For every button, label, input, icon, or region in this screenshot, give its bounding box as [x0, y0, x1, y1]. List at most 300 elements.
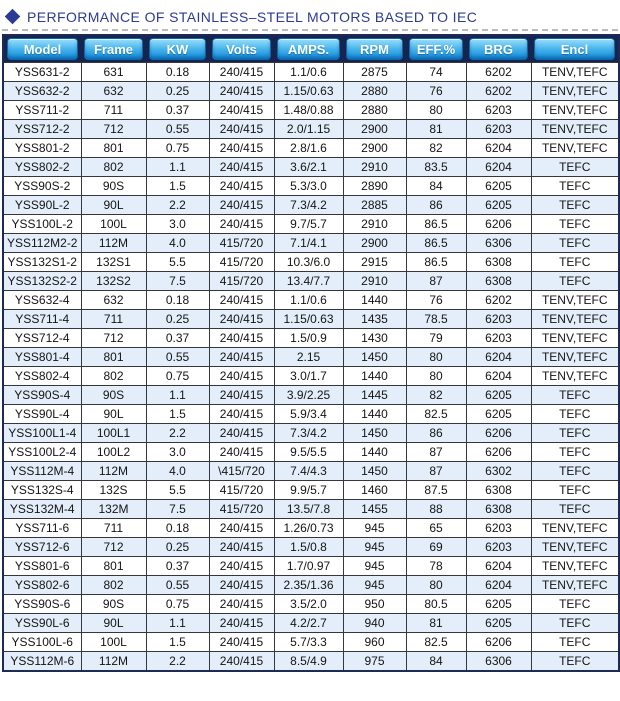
cell-amps: 1.1/0.6	[274, 63, 343, 82]
cell-kw: 0.18	[146, 519, 209, 538]
cell-brg: 6203	[466, 519, 531, 538]
cell-eff: 86.5	[406, 215, 466, 234]
cell-amps: 2.15	[274, 348, 343, 367]
cell-rpm: 1440	[343, 405, 406, 424]
cell-eff: 87	[406, 272, 466, 291]
cell-eff: 78.5	[406, 310, 466, 329]
cell-encl: TEFC	[531, 405, 619, 424]
cell-model: YSS801-4	[3, 348, 81, 367]
table-row	[3, 519, 619, 538]
cell-brg: 6203	[466, 329, 531, 348]
cell-encl: TEFC	[531, 633, 619, 652]
cell-eff: 82	[406, 386, 466, 405]
cell-rpm: 975	[343, 652, 406, 671]
cell-brg: 6204	[466, 576, 531, 595]
column-header-kw: KW	[149, 38, 206, 60]
cell-encl: TEFC	[531, 234, 619, 253]
cell-eff: 80	[406, 101, 466, 120]
table-body	[3, 63, 619, 671]
cell-eff: 86	[406, 196, 466, 215]
cell-encl: TENV,TEFC	[531, 576, 619, 595]
table-row	[3, 63, 619, 82]
cell-eff: 87	[406, 443, 466, 462]
cell-brg: 6204	[466, 139, 531, 158]
table-row	[3, 291, 619, 310]
table-row	[3, 329, 619, 348]
cell-frame: 801	[81, 557, 146, 576]
cell-kw: 1.5	[146, 405, 209, 424]
cell-frame: 132M	[81, 500, 146, 519]
cell-kw: 1.5	[146, 633, 209, 652]
cell-brg: 6205	[466, 405, 531, 424]
cell-kw: 0.55	[146, 576, 209, 595]
cell-volts: 240/415	[209, 576, 274, 595]
cell-volts: 240/415	[209, 196, 274, 215]
cell-eff: 82.5	[406, 633, 466, 652]
cell-brg: 6204	[466, 348, 531, 367]
cell-eff: 82	[406, 139, 466, 158]
cell-frame: 801	[81, 348, 146, 367]
cell-kw: 0.37	[146, 557, 209, 576]
cell-frame: 631	[81, 63, 146, 82]
cell-model: YSS112M2-2	[3, 234, 81, 253]
cell-rpm: 945	[343, 576, 406, 595]
cell-encl: TENV,TEFC	[531, 329, 619, 348]
table-row	[3, 120, 619, 139]
table-row	[3, 462, 619, 481]
column-header-frame: Frame	[84, 38, 143, 60]
cell-amps: 1.15/0.63	[274, 310, 343, 329]
cell-encl: TENV,TEFC	[531, 291, 619, 310]
cell-eff: 86.5	[406, 234, 466, 253]
table-row	[3, 633, 619, 652]
cell-volts: 240/415	[209, 101, 274, 120]
table-row	[3, 576, 619, 595]
cell-rpm: 2900	[343, 234, 406, 253]
cell-rpm: 950	[343, 595, 406, 614]
cell-model: YSS711-4	[3, 310, 81, 329]
cell-encl: TENV,TEFC	[531, 348, 619, 367]
dashed-divider	[2, 29, 618, 31]
cell-brg: 6306	[466, 234, 531, 253]
cell-amps: 5.3/3.0	[274, 177, 343, 196]
cell-kw: 0.18	[146, 63, 209, 82]
cell-frame: 801	[81, 139, 146, 158]
cell-model: YSS90S-4	[3, 386, 81, 405]
cell-rpm: 945	[343, 538, 406, 557]
cell-frame: 90S	[81, 177, 146, 196]
cell-encl: TENV,TEFC	[531, 367, 619, 386]
cell-amps: 1.5/0.8	[274, 538, 343, 557]
cell-amps: 1.1/0.6	[274, 291, 343, 310]
cell-amps: 7.3/4.2	[274, 196, 343, 215]
page-title-bar	[0, 0, 620, 26]
cell-frame: 132S	[81, 481, 146, 500]
cell-rpm: 2915	[343, 253, 406, 272]
cell-amps: 1.15/0.63	[274, 82, 343, 101]
cell-model: YSS112M-6	[3, 652, 81, 671]
cell-frame: 112M	[81, 462, 146, 481]
cell-volts: 415/720	[209, 500, 274, 519]
cell-brg: 6308	[466, 272, 531, 291]
cell-kw: 5.5	[146, 481, 209, 500]
cell-frame: 711	[81, 310, 146, 329]
cell-volts: 240/415	[209, 63, 274, 82]
cell-eff: 80	[406, 576, 466, 595]
cell-amps: 2.8/1.6	[274, 139, 343, 158]
cell-encl: TEFC	[531, 158, 619, 177]
cell-kw: 0.25	[146, 538, 209, 557]
cell-encl: TENV,TEFC	[531, 139, 619, 158]
cell-kw: 3.0	[146, 443, 209, 462]
cell-volts: 240/415	[209, 139, 274, 158]
table-row	[3, 386, 619, 405]
cell-model: YSS100L-2	[3, 215, 81, 234]
cell-eff: 81	[406, 120, 466, 139]
cell-frame: 712	[81, 329, 146, 348]
cell-amps: 5.7/3.3	[274, 633, 343, 652]
cell-kw: 0.25	[146, 82, 209, 101]
table-row	[3, 177, 619, 196]
cell-encl: TENV,TEFC	[531, 310, 619, 329]
cell-model: YSS90S-2	[3, 177, 81, 196]
cell-kw: 7.5	[146, 272, 209, 291]
cell-encl: TENV,TEFC	[531, 82, 619, 101]
cell-amps: 13.4/7.7	[274, 272, 343, 291]
table-row	[3, 538, 619, 557]
column-header-rpm: RPM	[346, 38, 403, 60]
cell-rpm: 945	[343, 519, 406, 538]
cell-rpm: 940	[343, 614, 406, 633]
cell-volts: 240/415	[209, 177, 274, 196]
column-header-encl: Encl	[534, 38, 615, 60]
cell-volts: 415/720	[209, 481, 274, 500]
cell-kw: 2.2	[146, 652, 209, 671]
cell-eff: 86.5	[406, 253, 466, 272]
cell-frame: 712	[81, 538, 146, 557]
cell-kw: 1.1	[146, 386, 209, 405]
table-row	[3, 500, 619, 519]
cell-volts: 415/720	[209, 234, 274, 253]
cell-rpm: 2885	[343, 196, 406, 215]
cell-brg: 6202	[466, 63, 531, 82]
cell-volts: 240/415	[209, 443, 274, 462]
cell-kw: 4.0	[146, 462, 209, 481]
cell-volts: 240/415	[209, 557, 274, 576]
cell-frame: 112M	[81, 234, 146, 253]
table-row	[3, 424, 619, 443]
cell-brg: 6203	[466, 310, 531, 329]
cell-brg: 6202	[466, 291, 531, 310]
cell-volts: 240/415	[209, 405, 274, 424]
cell-frame: 711	[81, 101, 146, 120]
cell-eff: 87	[406, 462, 466, 481]
table-row	[3, 272, 619, 291]
page-title: PERFORMANCE OF STAINLESS–STEEL MOTORS BASED TO IEC	[27, 8, 478, 25]
cell-brg: 6204	[466, 367, 531, 386]
cell-brg: 6206	[466, 215, 531, 234]
cell-rpm: 1435	[343, 310, 406, 329]
cell-rpm: 2875	[343, 63, 406, 82]
cell-encl: TEFC	[531, 652, 619, 671]
cell-model: YSS90L-6	[3, 614, 81, 633]
cell-eff: 84	[406, 652, 466, 671]
cell-brg: 6205	[466, 614, 531, 633]
cell-brg: 6205	[466, 177, 531, 196]
cell-model: YSS712-4	[3, 329, 81, 348]
cell-encl: TEFC	[531, 386, 619, 405]
column-header-eff: EFF.%	[409, 38, 463, 60]
cell-rpm: 2900	[343, 139, 406, 158]
cell-eff: 84	[406, 177, 466, 196]
cell-rpm: 2880	[343, 101, 406, 120]
cell-rpm: 1440	[343, 443, 406, 462]
cell-kw: 2.2	[146, 196, 209, 215]
cell-amps: 10.3/6.0	[274, 253, 343, 272]
cell-rpm: 1450	[343, 424, 406, 443]
cell-encl: TEFC	[531, 595, 619, 614]
cell-frame: 132S2	[81, 272, 146, 291]
cell-kw: 0.18	[146, 291, 209, 310]
cell-brg: 6204	[466, 557, 531, 576]
cell-encl: TENV,TEFC	[531, 101, 619, 120]
cell-eff: 76	[406, 291, 466, 310]
cell-amps: 7.4/4.3	[274, 462, 343, 481]
table-row	[3, 101, 619, 120]
cell-kw: 1.5	[146, 177, 209, 196]
cell-kw: 5.5	[146, 253, 209, 272]
cell-eff: 79	[406, 329, 466, 348]
cell-frame: 632	[81, 291, 146, 310]
cell-model: YSS100L2-4	[3, 443, 81, 462]
cell-eff: 87.5	[406, 481, 466, 500]
cell-rpm: 1445	[343, 386, 406, 405]
cell-encl: TEFC	[531, 424, 619, 443]
cell-amps: 2.0/1.15	[274, 120, 343, 139]
cell-brg: 6203	[466, 538, 531, 557]
cell-rpm: 960	[343, 633, 406, 652]
cell-encl: TEFC	[531, 462, 619, 481]
cell-model: YSS801-2	[3, 139, 81, 158]
cell-volts: 240/415	[209, 595, 274, 614]
cell-amps: 8.5/4.9	[274, 652, 343, 671]
cell-eff: 81	[406, 614, 466, 633]
cell-volts: 240/415	[209, 310, 274, 329]
cell-model: YSS631-2	[3, 63, 81, 82]
cell-encl: TEFC	[531, 500, 619, 519]
cell-rpm: 2900	[343, 120, 406, 139]
cell-eff: 80.5	[406, 595, 466, 614]
table-row	[3, 652, 619, 671]
cell-amps: 9.5/5.5	[274, 443, 343, 462]
cell-model: YSS132S1-2	[3, 253, 81, 272]
cell-volts: 240/415	[209, 329, 274, 348]
cell-frame: 112M	[81, 652, 146, 671]
cell-encl: TENV,TEFC	[531, 557, 619, 576]
cell-brg: 6204	[466, 158, 531, 177]
cell-brg: 6206	[466, 424, 531, 443]
cell-model: YSS802-2	[3, 158, 81, 177]
cell-model: YSS132S2-2	[3, 272, 81, 291]
cell-frame: 100L	[81, 215, 146, 234]
cell-frame: 90S	[81, 386, 146, 405]
cell-kw: 0.75	[146, 595, 209, 614]
cell-model: YSS801-6	[3, 557, 81, 576]
cell-encl: TEFC	[531, 177, 619, 196]
motors-spec-table	[2, 34, 620, 672]
cell-eff: 69	[406, 538, 466, 557]
cell-encl: TEFC	[531, 196, 619, 215]
cell-amps: 1.7/0.97	[274, 557, 343, 576]
cell-amps: 1.26/0.73	[274, 519, 343, 538]
cell-volts: 240/415	[209, 519, 274, 538]
cell-encl: TEFC	[531, 272, 619, 291]
cell-eff: 86	[406, 424, 466, 443]
cell-model: YSS802-6	[3, 576, 81, 595]
column-header-amps: AMPS.	[277, 38, 340, 60]
cell-amps: 13.5/7.8	[274, 500, 343, 519]
cell-rpm: 2910	[343, 272, 406, 291]
cell-volts: 240/415	[209, 386, 274, 405]
table-row	[3, 557, 619, 576]
table-row	[3, 367, 619, 386]
table-row	[3, 215, 619, 234]
cell-kw: 0.25	[146, 310, 209, 329]
cell-brg: 6206	[466, 443, 531, 462]
cell-eff: 83.5	[406, 158, 466, 177]
cell-kw: 0.75	[146, 367, 209, 386]
cell-frame: 802	[81, 367, 146, 386]
cell-volts: 240/415	[209, 614, 274, 633]
cell-rpm: 1450	[343, 348, 406, 367]
cell-volts: 240/415	[209, 120, 274, 139]
cell-amps: 3.6/2.1	[274, 158, 343, 177]
cell-kw: 2.2	[146, 424, 209, 443]
cell-model: YSS711-2	[3, 101, 81, 120]
cell-brg: 6308	[466, 481, 531, 500]
cell-eff: 80	[406, 348, 466, 367]
table-row	[3, 253, 619, 272]
cell-volts: 240/415	[209, 82, 274, 101]
table-row	[3, 158, 619, 177]
table-row	[3, 614, 619, 633]
cell-eff: 78	[406, 557, 466, 576]
cell-encl: TENV,TEFC	[531, 120, 619, 139]
cell-kw: 0.75	[146, 139, 209, 158]
cell-frame: 802	[81, 158, 146, 177]
cell-encl: TENV,TEFC	[531, 538, 619, 557]
table-row	[3, 196, 619, 215]
cell-encl: TEFC	[531, 253, 619, 272]
cell-amps: 4.2/2.7	[274, 614, 343, 633]
cell-encl: TEFC	[531, 614, 619, 633]
cell-amps: 7.1/4.1	[274, 234, 343, 253]
cell-kw: 4.0	[146, 234, 209, 253]
table-row	[3, 595, 619, 614]
cell-brg: 6206	[466, 633, 531, 652]
table-row	[3, 234, 619, 253]
cell-kw: 0.37	[146, 101, 209, 120]
cell-volts: 240/415	[209, 367, 274, 386]
cell-brg: 6203	[466, 101, 531, 120]
cell-brg: 6205	[466, 386, 531, 405]
cell-amps: 3.5/2.0	[274, 595, 343, 614]
cell-brg: 6308	[466, 253, 531, 272]
cell-kw: 0.55	[146, 348, 209, 367]
column-header-brg: BRG	[469, 38, 528, 60]
cell-rpm: 2910	[343, 158, 406, 177]
cell-model: YSS112M-4	[3, 462, 81, 481]
cell-model: YSS100L-6	[3, 633, 81, 652]
cell-eff: 80	[406, 367, 466, 386]
header-row	[3, 35, 619, 63]
cell-frame: 712	[81, 120, 146, 139]
table-row	[3, 310, 619, 329]
cell-brg: 6302	[466, 462, 531, 481]
cell-rpm: 2890	[343, 177, 406, 196]
cell-encl: TEFC	[531, 481, 619, 500]
cell-model: YSS711-6	[3, 519, 81, 538]
column-header-model: Model	[7, 38, 78, 60]
cell-frame: 132S1	[81, 253, 146, 272]
cell-volts: 240/415	[209, 538, 274, 557]
cell-model: YSS100L1-4	[3, 424, 81, 443]
cell-rpm: 945	[343, 557, 406, 576]
table-row	[3, 139, 619, 158]
cell-model: YSS632-2	[3, 82, 81, 101]
cell-amps: 9.7/5.7	[274, 215, 343, 234]
cell-volts: 240/415	[209, 158, 274, 177]
cell-rpm: 1450	[343, 462, 406, 481]
cell-encl: TEFC	[531, 443, 619, 462]
cell-kw: 1.1	[146, 158, 209, 177]
cell-model: YSS712-6	[3, 538, 81, 557]
cell-brg: 6202	[466, 82, 531, 101]
cell-volts: 415/720	[209, 272, 274, 291]
cell-eff: 82.5	[406, 405, 466, 424]
table-row	[3, 82, 619, 101]
diamond-icon	[5, 9, 21, 25]
cell-volts: 240/415	[209, 215, 274, 234]
cell-kw: 1.1	[146, 614, 209, 633]
cell-encl: TEFC	[531, 215, 619, 234]
cell-amps: 3.0/1.7	[274, 367, 343, 386]
cell-model: YSS90L-2	[3, 196, 81, 215]
cell-kw: 7.5	[146, 500, 209, 519]
cell-rpm: 1460	[343, 481, 406, 500]
cell-encl: TENV,TEFC	[531, 63, 619, 82]
cell-amps: 7.3/4.2	[274, 424, 343, 443]
cell-kw: 3.0	[146, 215, 209, 234]
cell-amps: 1.48/0.88	[274, 101, 343, 120]
cell-rpm: 1430	[343, 329, 406, 348]
cell-eff: 76	[406, 82, 466, 101]
cell-amps: 2.35/1.36	[274, 576, 343, 595]
cell-model: YSS632-4	[3, 291, 81, 310]
cell-eff: 65	[406, 519, 466, 538]
cell-model: YSS802-4	[3, 367, 81, 386]
cell-brg: 6205	[466, 196, 531, 215]
cell-volts: 240/415	[209, 291, 274, 310]
cell-frame: 90L	[81, 614, 146, 633]
cell-amps: 1.5/0.9	[274, 329, 343, 348]
table-header	[3, 35, 619, 63]
cell-volts: 240/415	[209, 633, 274, 652]
cell-frame: 711	[81, 519, 146, 538]
cell-brg: 6205	[466, 595, 531, 614]
cell-volts: 415/720	[209, 253, 274, 272]
cell-volts: \415/720	[209, 462, 274, 481]
